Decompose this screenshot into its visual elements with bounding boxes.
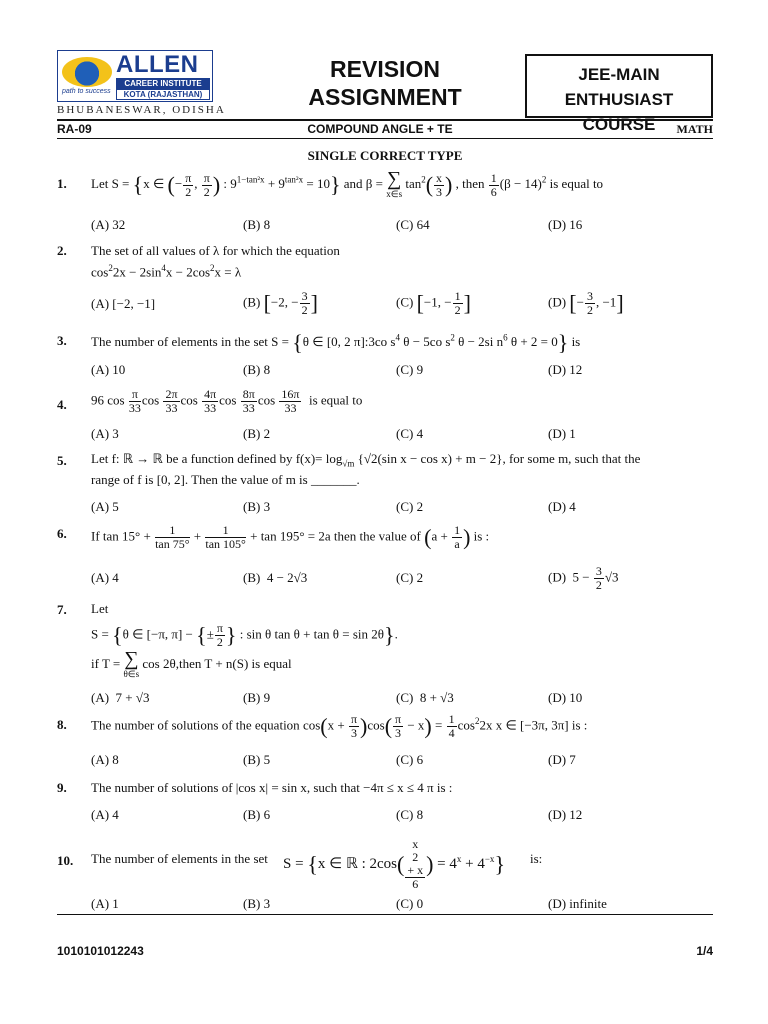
option-label: (D) [548,294,567,310]
option-d[interactable]: (D) 4 [548,499,576,514]
question-text-line-2: range of f is [0, 2]. Then the value of m is _______. [91,472,360,487]
assignment-topic: COMPOUND ANGLE + TE [307,122,453,136]
question-number: 9. [57,780,67,795]
option-b[interactable]: (B) 6 [243,807,271,822]
question-set-expression: S = {x ∈ ℝ : 2cos( x 2 + x 6 ) = $4^x + 4^{-x}$} [283,837,505,891]
question-text: The number of solutions of |cos x| = sin x, such that −4π ≤ x ≤ 4 π is : [91,780,453,795]
option-b[interactable]: (B) 2 [243,426,271,441]
page-title [280,55,490,111]
question-number: 2. [57,243,67,258]
option-label: (C) [396,294,414,310]
option-d[interactable]: (D) infinite [548,896,607,911]
logo-sub-career: CAREER INSTITUTE [116,78,210,89]
option-b[interactable]: (B) 3 [243,896,271,911]
option-b[interactable]: (B) 8 [243,217,271,232]
question-lead: The number of solutions of the equation [91,717,300,733]
option-a[interactable]: (A) 32 [91,217,126,232]
option-c[interactable]: (C) 2 [396,570,424,585]
institute-city: BHUBANESWAR, ODISHA [57,104,226,116]
question-text: If tan 15° + $\frac{1}{\tan 75^\circ}$ + $\frac{1}{\tan 105^\circ}$ + tan 195° = 2a then the value of (a + $\frac{1}{a}$ ) is : [91,523,490,551]
question-number: 3. [57,333,67,348]
option-c[interactable]: (C) 0 [396,896,424,911]
logo-name: ALLEN [116,51,199,78]
question-text: Let f: ℝ → ℝ be a function defined by $f(x)= \log_{√m} \{√2(\sin$ x − cos x) + m − 2}, for some m, such that the [91,451,641,469]
option-a[interactable]: (A) 7 + √3 [91,690,150,705]
assignment-code: RA-09 [57,122,92,136]
question-lead: Let [91,601,109,616]
option-d[interactable]: (D) 7 [548,752,576,767]
option-a[interactable]: (A) 4 [91,807,119,822]
question-lead: The number of elements in the set [91,851,268,866]
option-c[interactable]: (C) [−1, − $\frac{1}{2}$ ] [396,289,471,317]
option-a[interactable]: (A) [−2, −1] [91,296,156,311]
option-label: (B) [243,294,261,310]
option-label: (A) [91,690,110,705]
option-label: (C) [396,690,414,705]
question-text: 96 cos $\frac{\pi}{33}$ cos $\frac{2\pi}{33}$ cos $\frac{4\pi}{33}$ cos $\frac{8\pi}{33}$ cos $\frac{16\pi}{33}$ is equal to [91,387,363,415]
course-line-2: ENTHUSIAST COURSE [564,90,674,134]
option-a[interactable]: (A) 4 [91,570,119,585]
title-line-1: REVISION [330,56,440,82]
header-divider-bottom [57,138,713,139]
question-text: The set of all values of λ for which the equation [91,243,340,258]
option-b[interactable]: (B) 5 [243,752,271,767]
option-d[interactable]: (D) 1 [548,426,576,441]
question-set: S = {θ ∈ [−π, π] − {± $\frac{\pi}{2}$ } : sin θ tan θ + tan θ = sin 2θ}. [91,621,398,649]
section-heading: SINGLE CORRECT TYPE [307,148,463,163]
question-lead: The number of elements in the set S = [91,333,289,349]
option-a[interactable]: (A) 3 [91,426,119,441]
question-tail: is equal to [308,392,363,408]
option-c[interactable]: (C) 9 [396,362,424,377]
allen-logo [57,50,213,102]
option-b[interactable]: (B) [−2, − $\frac{3}{2}$ ] [243,289,318,317]
option-c[interactable]: (C) 2 [396,499,424,514]
option-b[interactable]: (B) 8 [243,362,271,377]
option-d[interactable]: (D) 12 [548,807,583,822]
logo-tagline: path to success [62,88,111,95]
question-sum-tail: cos 2θ,then T + n(S) is equal [142,655,292,671]
question-number: 7. [57,602,67,617]
option-a[interactable]: (A) 5 [91,499,119,514]
option-d[interactable]: (D) 16 [548,217,583,232]
question-text: The number of elements in the set S = {θ ∈ [0, 2 π]:3co $s^4$ θ − 5co $s^2$ θ − 2si $n^6$ θ + 2 = 0} is [91,330,581,355]
option-label: (D) [548,569,567,585]
question-number: 5. [57,453,67,468]
question-number: 10. [57,853,74,868]
option-a[interactable]: (A) 8 [91,752,119,767]
option-a[interactable]: (A) 1 [91,896,119,911]
option-b[interactable]: (B) 9 [243,690,271,705]
option-c[interactable]: (C) 8 [396,807,424,822]
question-sum-lead: if T = [91,655,121,671]
globe-emblem-icon [62,57,112,87]
option-c[interactable]: (C) 64 [396,217,430,232]
assignment-subject: MATH [676,122,713,136]
option-d[interactable]: (D) 5 − $\frac{3}{2}$ √3 [548,564,619,592]
question-number: 8. [57,717,67,732]
question-text: Let S = {x ∈ (− $\frac{\pi}{2}$ , $\frac{\pi}{2}$ ) : $9^{1-tan^2x} + 9^{tan^2x} = 10$} and β = ∑ x∈s $\tan^2$( $\frac{x}{3}$ ) , then $\frac{1}{6}$ $(\beta - 14)^2$ is equal to [91,168,604,199]
option-c[interactable]: (C) 6 [396,752,424,767]
question-equation: $\cos^22x - 2\sin^4x - 2\cos^2x = \lambda$ [91,263,242,280]
logo-sub-kota: KOTA (RAJASTHAN) [116,89,210,100]
document-id: 1010101012243 [57,944,144,958]
course-line-1: JEE-MAIN [578,65,660,84]
question-number: 1. [57,176,67,191]
question-number: 4. [57,397,67,412]
option-d[interactable]: (D) [− $\frac{3}{2}$ , −1] [548,289,624,317]
option-label: (A) [91,296,110,311]
option-b[interactable]: (B) 3 [243,499,271,514]
option-d[interactable]: (D) 12 [548,362,583,377]
title-line-2: ASSIGNMENT [308,84,462,110]
question-sum: if T = ∑ θ∈s cos 2θ,then T + n(S) is equal [91,648,292,679]
option-c[interactable]: (C) 4 [396,426,424,441]
option-b[interactable]: (B) 4 − 2√3 [243,570,308,585]
option-label: (B) [243,570,261,585]
footer-divider [57,914,713,915]
question-number: 6. [57,526,67,541]
question-text: The number of solutions of the equation cos(x + $\frac{\pi}{3}$ )cos( $\frac{\pi}{3}$ − x) = $\frac{1}{4}$ $\cos^22x$ x ∈ [−3π, 3π] is : [91,712,588,740]
option-c[interactable]: (C) 8 + √3 [396,690,454,705]
option-d[interactable]: (D) 10 [548,690,583,705]
question-tail: is: [530,851,543,866]
page-number: 1/4 [696,944,713,958]
header-divider-top [57,119,713,121]
option-a[interactable]: (A) 10 [91,362,126,377]
